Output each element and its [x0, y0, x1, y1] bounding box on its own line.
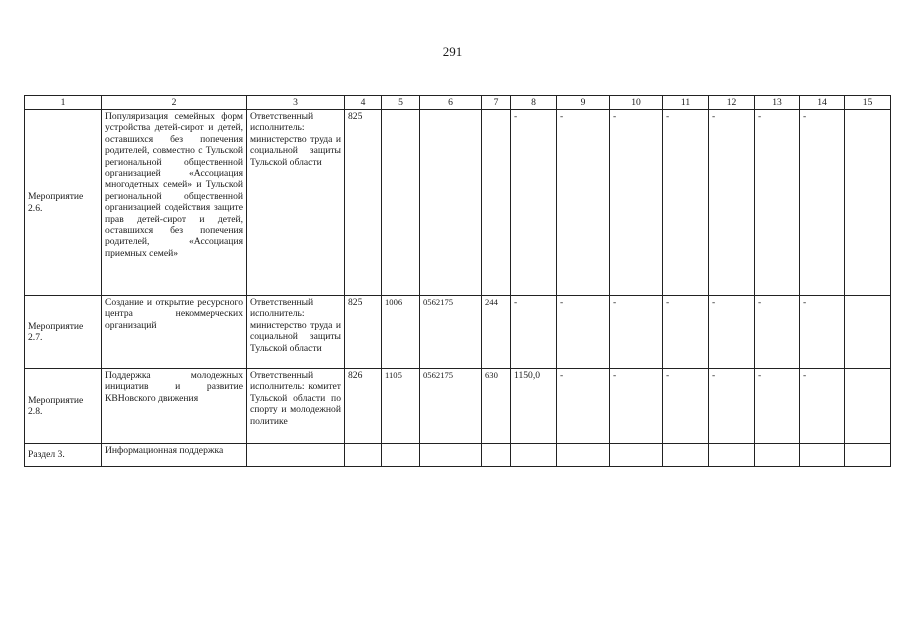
program-table: [24, 95, 891, 467]
activity-name: Поддержка молодежных инициатив и развитие КВНовского движения: [102, 369, 247, 444]
cell: -: [800, 369, 845, 444]
column-header: 3: [247, 96, 345, 110]
cell: [755, 444, 800, 467]
cell: -: [709, 110, 755, 296]
column-header: 12: [709, 96, 755, 110]
column-header: 9: [557, 96, 610, 110]
column-header: 8: [511, 96, 557, 110]
cell: -: [755, 110, 800, 296]
cell: 1150,0: [511, 369, 557, 444]
cell: [482, 110, 511, 296]
cell: [845, 110, 891, 296]
activity-name: Популяризация семейных форм устройства детей-сирот и детей, оставшихся без попечения родителей, совместно с Тульской региональной общественной организацией «Ассоциация многодетных семей» и Тульской региональной общественной организацией содействия защите прав детей-сирот и детей, оставшихся без попечения родителей, «Ассоциация приемных семей»: [102, 110, 247, 296]
header-row: [25, 96, 891, 110]
table-row: [25, 110, 891, 296]
cell: [709, 444, 755, 467]
cell: [345, 444, 382, 467]
cell: -: [755, 296, 800, 369]
cell: 0562175: [420, 296, 482, 369]
cell: [663, 444, 709, 467]
column-header: 13: [755, 96, 800, 110]
row-label: Мероприятие 2.8.: [25, 369, 102, 444]
column-header: 4: [345, 96, 382, 110]
cell: 825: [345, 110, 382, 296]
cell: [557, 444, 610, 467]
column-header: 1: [25, 96, 102, 110]
cell: -: [800, 110, 845, 296]
cell: -: [663, 110, 709, 296]
executor: Ответственный исполнитель: министерство труда и социальной защиты Тульской области: [247, 296, 345, 369]
cell: -: [709, 296, 755, 369]
cell: 826: [345, 369, 382, 444]
cell: 1006: [382, 296, 420, 369]
cell: 1105: [382, 369, 420, 444]
executor: Ответственный исполнитель: комитет Тульской области по спорту и молодежной политике: [247, 369, 345, 444]
table-row: [25, 444, 891, 467]
cell: -: [610, 110, 663, 296]
cell: [800, 444, 845, 467]
column-header: 11: [663, 96, 709, 110]
cell: -: [663, 369, 709, 444]
cell: -: [511, 110, 557, 296]
cell: [511, 444, 557, 467]
cell: 825: [345, 296, 382, 369]
cell: -: [610, 296, 663, 369]
cell: 0562175: [420, 369, 482, 444]
cell: -: [557, 296, 610, 369]
column-header: 5: [382, 96, 420, 110]
executor: Ответственный исполнитель: министерство труда и социальной защиты Тульской области: [247, 110, 345, 296]
cell: -: [800, 296, 845, 369]
cell: [420, 110, 482, 296]
section-name: Информационная поддержка: [102, 444, 247, 467]
column-header: 7: [482, 96, 511, 110]
cell: 244: [482, 296, 511, 369]
page-number: 291: [442, 44, 463, 59]
cell: -: [610, 369, 663, 444]
cell: -: [755, 369, 800, 444]
row-label: Мероприятие 2.7.: [25, 296, 102, 369]
cell: [482, 444, 511, 467]
cell: -: [663, 296, 709, 369]
column-header: 6: [420, 96, 482, 110]
cell: -: [557, 110, 610, 296]
cell: [845, 444, 891, 467]
column-header: 10: [610, 96, 663, 110]
table-row: [25, 296, 891, 369]
column-header: 2: [102, 96, 247, 110]
cell: -: [709, 369, 755, 444]
cell: [382, 110, 420, 296]
cell: [610, 444, 663, 467]
row-label: Раздел 3.: [25, 444, 102, 467]
cell: -: [511, 296, 557, 369]
column-header: 14: [800, 96, 845, 110]
table-row: [25, 369, 891, 444]
cell: [845, 296, 891, 369]
cell: [845, 369, 891, 444]
cell: [247, 444, 345, 467]
activity-name: Создание и открытие ресурсного центра некоммерческих организаций: [102, 296, 247, 369]
column-header: 15: [845, 96, 891, 110]
cell: [420, 444, 482, 467]
cell: 630: [482, 369, 511, 444]
cell: -: [557, 369, 610, 444]
row-label: Мероприятие 2.6.: [25, 110, 102, 296]
cell: [382, 444, 420, 467]
